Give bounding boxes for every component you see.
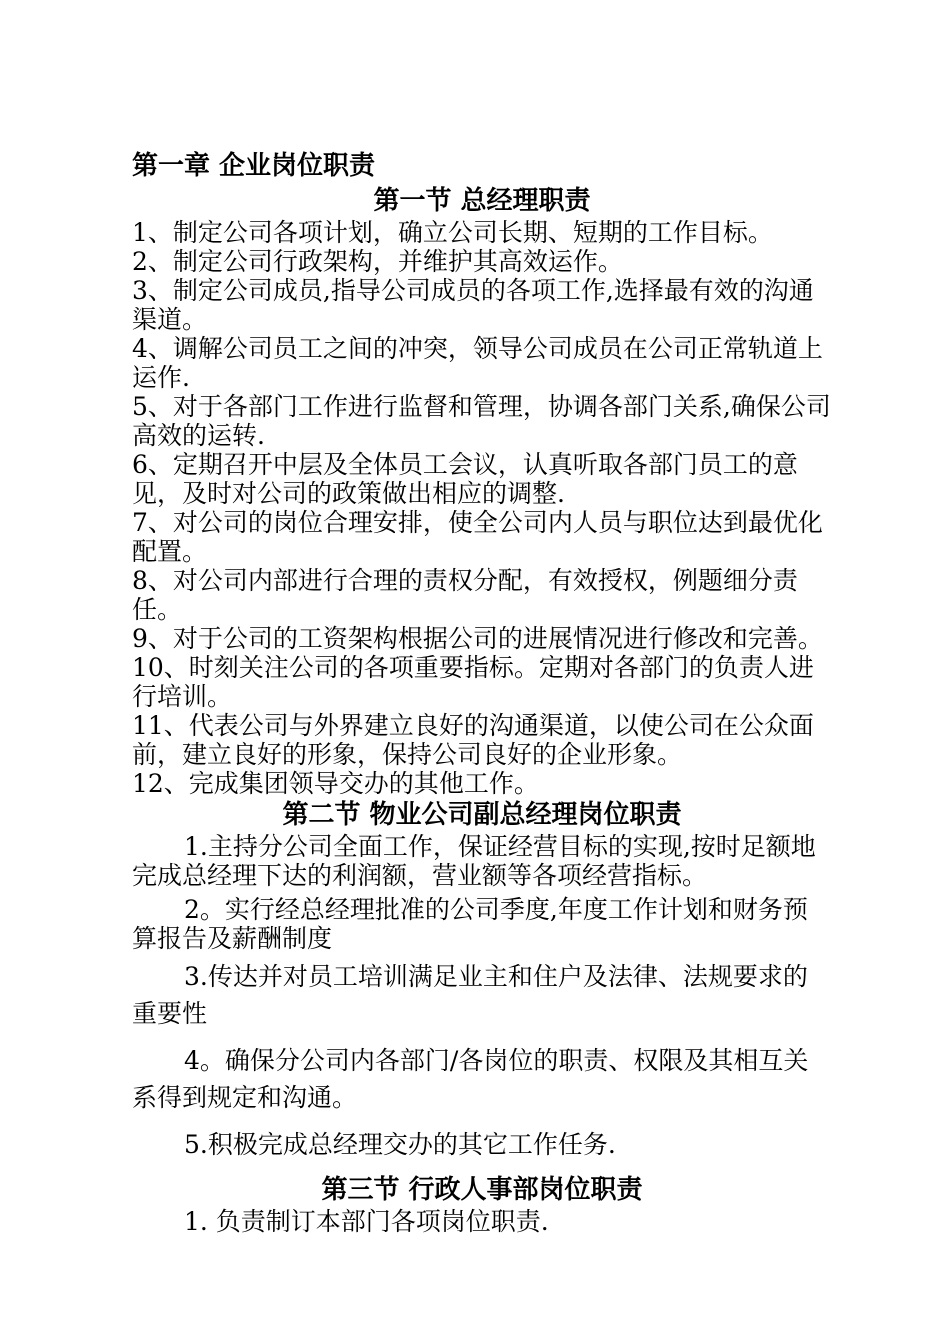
list-item: 4。确保分公司内各部门/各岗位的职责、权限及其相互关系得到规定和沟通。 <box>132 1046 809 1112</box>
chapter-title: 第一章 企业岗位职责 <box>132 151 376 181</box>
section-title-3: 第三节 行政人事部岗位职责 <box>321 1175 643 1205</box>
list-item: 12、完成集团领导交办的其他工作。 <box>132 769 539 798</box>
list-item: 1.主持分公司全面工作，保证经营目标的实现,按时足额地完成总经理下达的利润额，营业额等各项经营指标。 <box>132 832 816 890</box>
list-item: 3.传达并对员工培训满足业主和住户及法律、法规要求的重要性 <box>132 962 808 1028</box>
list-item: 7、对公司的岗位合理安排，使全公司内人员与职位达到最优化配置。 <box>132 508 823 566</box>
list-item: 2、制定公司行政架构，并维护其高效运作。 <box>132 247 623 276</box>
section-title-2: 第二节 物业公司副总经理岗位职责 <box>282 800 682 830</box>
list-item: 5.积极完成总经理交办的其它工作任务. <box>184 1130 616 1159</box>
list-item: 10、时刻关注公司的各项重要指标。定期对各部门的负责人进行培训。 <box>132 653 814 711</box>
list-item: 5、对于各部门工作进行监督和管理，协调各部门关系,确保公司高效的运转. <box>132 392 831 450</box>
list-item: 8、对公司内部进行合理的责权分配，有效授权，例题细分责任。 <box>132 566 798 624</box>
section-title-1: 第一节 总经理职责 <box>373 186 591 216</box>
document-page <box>132 148 832 1236</box>
list-item: 2。实行经总经理批准的公司季度,年度工作计划和财务预算报告及薪酬制度 <box>132 895 808 953</box>
list-item: 9、对于公司的工资架构根据公司的进展情况进行修改和完善。 <box>132 624 823 653</box>
list-item: 11、代表公司与外界建立良好的沟通渠道，以使公司在公众面前，建立良好的形象，保持公司良好的企业形象。 <box>132 711 814 769</box>
list-item: 1、制定公司各项计划，确立公司长期、短期的工作目标。 <box>132 218 773 247</box>
list-item: 1. 负责制订本部门各项岗位职责. <box>184 1207 549 1236</box>
list-item: 4、调解公司员工之间的冲突，领导公司成员在公司正常轨道上运作. <box>132 334 823 392</box>
list-item: 3、制定公司成员,指导公司成员的各项工作,选择最有效的沟通渠道。 <box>132 276 814 334</box>
list-item: 6、定期召开中层及全体员工会议，认真听取各部门员工的意见，及时对公司的政策做出相应的调整. <box>132 450 798 508</box>
